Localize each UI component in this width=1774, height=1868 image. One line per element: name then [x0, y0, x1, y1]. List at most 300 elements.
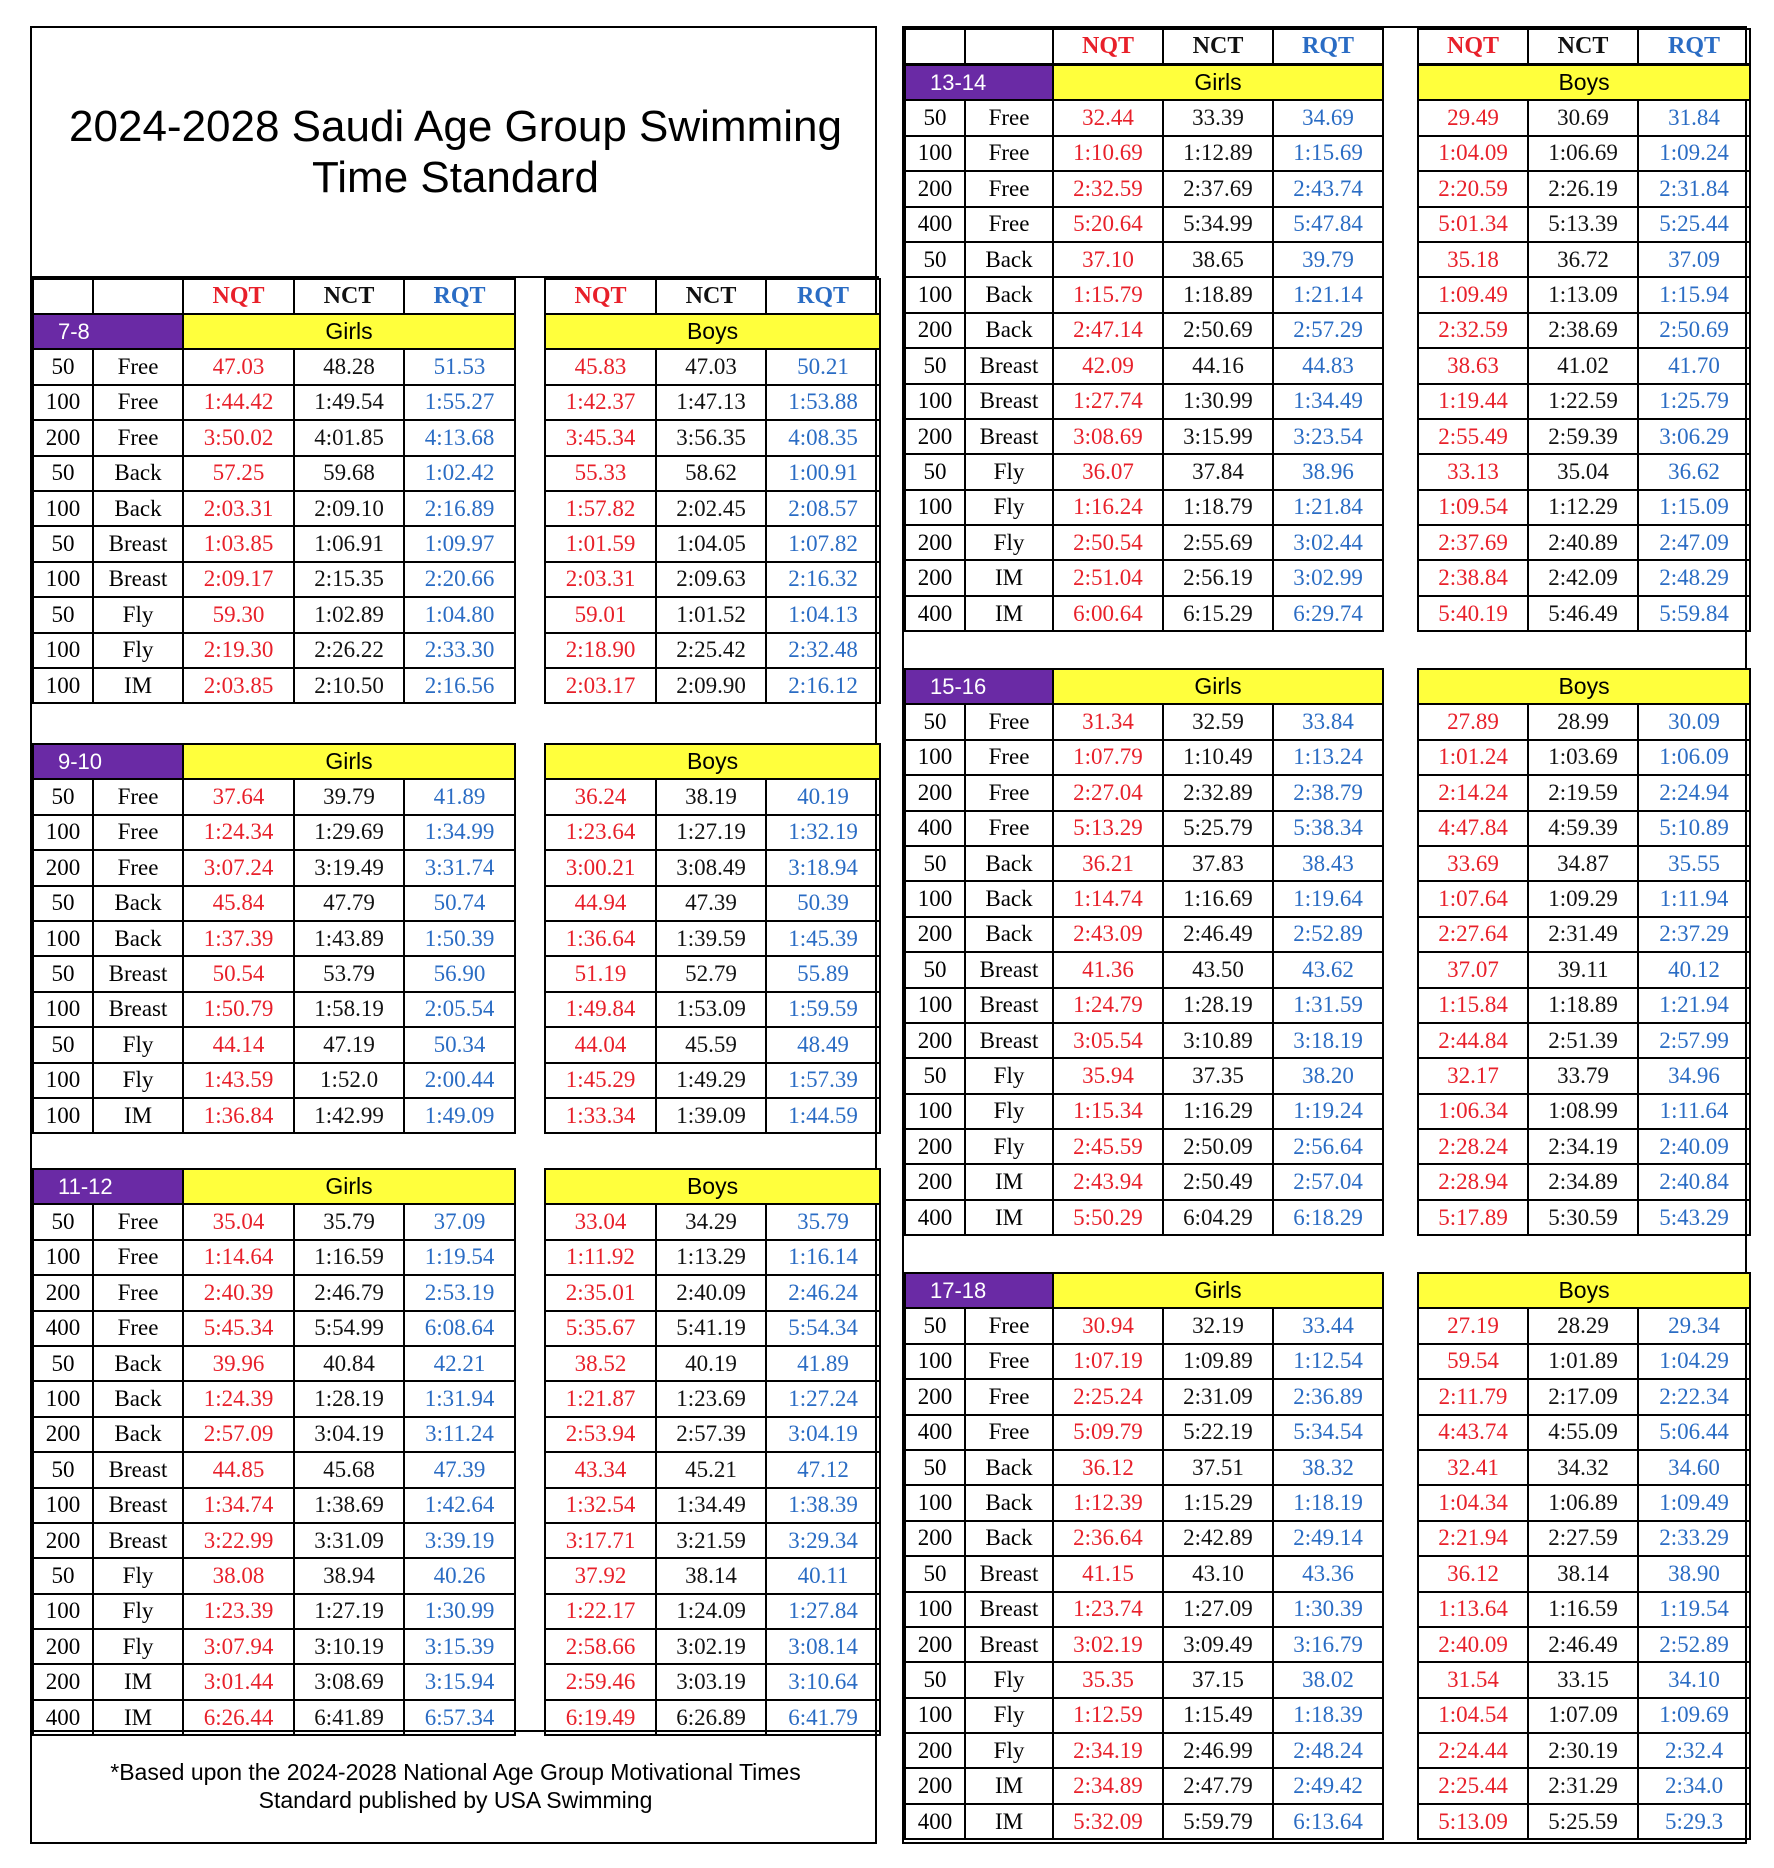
girls-rqt-time: 37.09 — [404, 1204, 515, 1239]
girls-nct-time: 1:09.89 — [1163, 1344, 1273, 1379]
boys-rqt-time: 34.10 — [1638, 1662, 1750, 1697]
boys-rqt-time: 2:32.4 — [1638, 1733, 1750, 1768]
boys-nqt-time: 32.17 — [1418, 1058, 1528, 1093]
boys-nct-time: 1:03.69 — [1528, 740, 1638, 775]
girls-rqt-time: 1:55.27 — [404, 385, 515, 420]
event-distance: 200 — [905, 171, 965, 206]
boys-rqt-time: 3:29.34 — [766, 1523, 880, 1558]
age-group-table-15-16 — [904, 668, 1751, 1236]
boys-header-rqt: RQT — [1638, 29, 1750, 64]
girls-rqt-time: 1:19.24 — [1273, 1094, 1383, 1129]
boys-nqt-time: 2:03.31 — [545, 562, 656, 597]
boys-rqt-time: 47.12 — [766, 1452, 880, 1487]
event-distance: 200 — [905, 560, 965, 595]
event-distance: 200 — [33, 1275, 93, 1310]
event-row — [905, 207, 1750, 242]
boys-nqt-time: 1:33.34 — [545, 1098, 656, 1133]
girls-header-nct: NCT — [294, 279, 404, 314]
girls-nqt-time: 5:20.64 — [1053, 207, 1163, 242]
boys-rqt-time: 3:10.64 — [766, 1664, 880, 1699]
girls-nqt-time: 1:03.85 — [183, 526, 294, 561]
boys-rqt-time: 1:09.24 — [1638, 136, 1750, 171]
girls-rqt-time: 2:49.42 — [1273, 1768, 1383, 1803]
event-distance: 100 — [905, 1344, 965, 1379]
boys-nqt-time: 2:53.94 — [545, 1417, 656, 1452]
event-row — [33, 526, 880, 561]
event-stroke: Free — [93, 1204, 183, 1239]
column-gap — [515, 815, 545, 850]
boys-nct-time: 2:02.45 — [656, 491, 766, 526]
boys-nct-time: 2:09.63 — [656, 562, 766, 597]
girls-nqt-time: 1:07.79 — [1053, 740, 1163, 775]
column-header-row — [904, 28, 1751, 65]
boys-rqt-time: 5:06.44 — [1638, 1415, 1750, 1450]
event-row — [33, 1594, 880, 1629]
boys-nct-time: 3:03.19 — [656, 1664, 766, 1699]
age-group-table-7-8 — [32, 313, 881, 704]
girls-nqt-time: 1:16.24 — [1053, 490, 1163, 525]
boys-nqt-time: 31.54 — [1418, 1662, 1528, 1697]
boys-nct-time: 5:13.39 — [1528, 207, 1638, 242]
event-stroke: Back — [965, 846, 1053, 881]
boys-nqt-time: 1:09.54 — [1418, 490, 1528, 525]
event-row — [33, 1452, 880, 1487]
event-row — [905, 1627, 1750, 1662]
boys-nct-time: 39.11 — [1528, 952, 1638, 987]
girls-nct-time: 3:08.69 — [294, 1664, 404, 1699]
girls-header-nqt: NQT — [1053, 29, 1163, 64]
girls-rqt-time: 56.90 — [404, 956, 515, 991]
boys-nct-time: 28.29 — [1528, 1308, 1638, 1343]
header-blank — [93, 279, 183, 314]
boys-nct-time: 47.03 — [656, 349, 766, 384]
event-row — [905, 1592, 1750, 1627]
girls-nct-time: 33.39 — [1163, 100, 1273, 135]
boys-nqt-time: 1:22.17 — [545, 1594, 656, 1629]
event-distance: 200 — [33, 1664, 93, 1699]
girls-rqt-time: 1:49.09 — [404, 1098, 515, 1133]
girls-nct-time: 37.83 — [1163, 846, 1273, 881]
girls-rqt-time: 3:02.99 — [1273, 560, 1383, 595]
girls-rqt-time: 1:34.99 — [404, 815, 515, 850]
event-distance: 200 — [905, 525, 965, 560]
girls-rqt-time: 43.62 — [1273, 952, 1383, 987]
event-stroke: Fly — [93, 1594, 183, 1629]
event-stroke: Free — [965, 811, 1053, 846]
girls-nqt-time: 2:34.89 — [1053, 1768, 1163, 1803]
boys-nqt-time: 5:01.34 — [1418, 207, 1528, 242]
column-gap — [515, 385, 545, 420]
boys-nqt-time: 2:28.94 — [1418, 1164, 1528, 1199]
girls-nqt-time: 35.35 — [1053, 1662, 1163, 1697]
boys-nqt-time: 1:04.54 — [1418, 1698, 1528, 1733]
girls-nqt-time: 1:10.69 — [1053, 136, 1163, 171]
event-stroke: Back — [93, 456, 183, 491]
boys-header-nct: NCT — [656, 279, 766, 314]
event-row — [905, 1556, 1750, 1591]
event-distance: 100 — [33, 921, 93, 956]
boys-nct-time: 2:09.90 — [656, 668, 766, 703]
event-stroke: Breast — [965, 419, 1053, 454]
girls-nqt-time: 2:27.04 — [1053, 775, 1163, 810]
event-row — [33, 633, 880, 668]
event-row — [33, 779, 880, 814]
event-stroke: IM — [965, 1768, 1053, 1803]
event-stroke: Breast — [965, 1556, 1053, 1591]
event-distance: 200 — [905, 1627, 965, 1662]
event-distance: 50 — [905, 1450, 965, 1485]
boys-rqt-time: 1:06.09 — [1638, 740, 1750, 775]
girls-nqt-time: 2:43.94 — [1053, 1164, 1163, 1199]
boys-nct-time: 38.14 — [1528, 1556, 1638, 1591]
boys-nct-time: 1:08.99 — [1528, 1094, 1638, 1129]
girls-header-rqt: RQT — [1273, 29, 1383, 64]
girls-header-nqt: NQT — [183, 279, 294, 314]
girls-nct-time: 59.68 — [294, 456, 404, 491]
girls-rqt-time: 1:04.80 — [404, 597, 515, 632]
girls-nct-time: 1:52.0 — [294, 1063, 404, 1098]
column-gap — [515, 279, 545, 314]
boys-nqt-time: 43.34 — [545, 1452, 656, 1487]
event-distance: 50 — [33, 1558, 93, 1593]
girls-nct-time: 38.65 — [1163, 242, 1273, 277]
event-distance: 200 — [905, 1733, 965, 1768]
column-gap — [515, 1240, 545, 1275]
boys-nqt-time: 36.12 — [1418, 1556, 1528, 1591]
event-distance: 100 — [33, 1240, 93, 1275]
event-distance: 50 — [33, 456, 93, 491]
girls-nct-time: 1:12.89 — [1163, 136, 1273, 171]
girls-nqt-time: 59.30 — [183, 597, 294, 632]
girls-nct-time: 44.16 — [1163, 348, 1273, 383]
event-row — [33, 668, 880, 703]
boys-nct-time: 36.72 — [1528, 242, 1638, 277]
girls-nqt-time: 41.36 — [1053, 952, 1163, 987]
boys-header-nqt: NQT — [545, 279, 656, 314]
boys-nct-time: 45.59 — [656, 1027, 766, 1062]
event-distance: 100 — [905, 988, 965, 1023]
girls-rqt-time: 6:29.74 — [1273, 596, 1383, 631]
event-distance: 100 — [33, 815, 93, 850]
girls-rqt-time: 50.74 — [404, 886, 515, 921]
event-distance: 400 — [905, 811, 965, 846]
boys-nqt-time: 5:17.89 — [1418, 1200, 1528, 1235]
girls-nct-time: 2:15.35 — [294, 562, 404, 597]
event-stroke: Free — [965, 1415, 1053, 1450]
girls-nqt-time: 1:34.74 — [183, 1488, 294, 1523]
girls-rqt-time: 1:31.94 — [404, 1381, 515, 1416]
column-gap — [515, 526, 545, 561]
event-row — [33, 491, 880, 526]
girls-nct-time: 48.28 — [294, 349, 404, 384]
event-row — [33, 1488, 880, 1523]
column-gap — [515, 1204, 545, 1239]
boys-nqt-time: 2:58.66 — [545, 1629, 656, 1664]
event-row — [905, 704, 1750, 739]
girls-nqt-time: 1:27.74 — [1053, 384, 1163, 419]
header-blank — [965, 29, 1053, 64]
girls-rqt-time: 1:21.14 — [1273, 277, 1383, 312]
girls-rqt-time: 1:30.39 — [1273, 1592, 1383, 1627]
boys-nqt-time: 33.04 — [545, 1204, 656, 1239]
girls-nqt-time: 2:45.59 — [1053, 1129, 1163, 1164]
boys-nct-time: 5:30.59 — [1528, 1200, 1638, 1235]
event-distance: 50 — [905, 1662, 965, 1697]
event-distance: 100 — [33, 1594, 93, 1629]
column-gap — [1383, 171, 1418, 206]
girls-nqt-time: 6:00.64 — [1053, 596, 1163, 631]
boys-nqt-time: 1:21.87 — [545, 1381, 656, 1416]
event-distance: 200 — [905, 313, 965, 348]
column-gap — [1383, 917, 1418, 952]
event-row — [33, 1664, 880, 1699]
column-gap — [1383, 1485, 1418, 1520]
event-row — [905, 242, 1750, 277]
girls-rqt-time: 42.21 — [404, 1346, 515, 1381]
girls-nct-time: 37.15 — [1163, 1662, 1273, 1697]
event-stroke: Back — [965, 881, 1053, 916]
event-row — [905, 1023, 1750, 1058]
column-gap — [1383, 1308, 1418, 1343]
boys-nqt-time: 2:25.44 — [1418, 1768, 1528, 1803]
girls-rqt-time: 3:15.39 — [404, 1629, 515, 1664]
girls-nct-time: 3:09.49 — [1163, 1627, 1273, 1662]
boys-nct-time: 4:59.39 — [1528, 811, 1638, 846]
girls-nct-time: 2:32.89 — [1163, 775, 1273, 810]
event-stroke: Fly — [965, 1058, 1053, 1093]
girls-label: Girls — [183, 1169, 515, 1204]
page-title — [32, 28, 879, 278]
boys-rqt-time: 5:43.29 — [1638, 1200, 1750, 1235]
boys-nqt-time: 2:55.49 — [1418, 419, 1528, 454]
event-stroke: Fly — [965, 1698, 1053, 1733]
girls-nqt-time: 1:15.79 — [1053, 277, 1163, 312]
girls-nqt-time: 36.21 — [1053, 846, 1163, 881]
event-distance: 200 — [905, 1768, 965, 1803]
boys-nqt-time: 2:59.46 — [545, 1664, 656, 1699]
event-stroke: Free — [93, 1311, 183, 1346]
event-stroke: Free — [965, 740, 1053, 775]
column-gap — [1383, 988, 1418, 1023]
boys-nqt-time: 1:19.44 — [1418, 384, 1528, 419]
boys-rqt-time: 4:08.35 — [766, 420, 880, 455]
event-distance: 50 — [33, 956, 93, 991]
event-stroke: Breast — [965, 384, 1053, 419]
girls-nct-time: 1:15.29 — [1163, 1485, 1273, 1520]
boys-rqt-time: 1:44.59 — [766, 1098, 880, 1133]
girls-rqt-time: 41.89 — [404, 779, 515, 814]
event-row — [905, 1485, 1750, 1520]
girls-nqt-time: 32.44 — [1053, 100, 1163, 135]
boys-header-rqt: RQT — [766, 279, 880, 314]
girls-nct-time: 5:25.79 — [1163, 811, 1273, 846]
girls-nqt-time: 3:07.24 — [183, 850, 294, 885]
event-stroke: Free — [93, 1275, 183, 1310]
event-row — [33, 420, 880, 455]
event-stroke: Breast — [93, 526, 183, 561]
boys-rqt-time: 1:11.64 — [1638, 1094, 1750, 1129]
boys-nct-time: 5:46.49 — [1528, 596, 1638, 631]
event-stroke: Breast — [965, 952, 1053, 987]
column-gap — [1383, 1129, 1418, 1164]
girls-nqt-time: 1:12.59 — [1053, 1698, 1163, 1733]
girls-nct-time: 3:10.89 — [1163, 1023, 1273, 1058]
boys-nct-time: 1:22.59 — [1528, 384, 1638, 419]
column-gap — [515, 1027, 545, 1062]
event-row — [905, 881, 1750, 916]
girls-nct-time: 1:06.91 — [294, 526, 404, 561]
boys-nqt-time: 45.83 — [545, 349, 656, 384]
boys-rqt-time: 1:32.19 — [766, 815, 880, 850]
girls-nct-time: 4:01.85 — [294, 420, 404, 455]
event-distance: 50 — [33, 1027, 93, 1062]
event-row — [905, 1200, 1750, 1235]
event-distance: 100 — [33, 1488, 93, 1523]
event-stroke: IM — [965, 560, 1053, 595]
girls-nct-time: 2:31.09 — [1163, 1379, 1273, 1414]
event-distance: 400 — [905, 1804, 965, 1839]
boys-nqt-time: 2:44.84 — [1418, 1023, 1528, 1058]
column-gap — [1383, 277, 1418, 312]
girls-nct-time: 1:29.69 — [294, 815, 404, 850]
girls-nqt-time: 2:25.24 — [1053, 1379, 1163, 1414]
column-gap — [515, 1311, 545, 1346]
boys-nqt-time: 32.41 — [1418, 1450, 1528, 1485]
column-gap — [1383, 1415, 1418, 1450]
event-row — [905, 1308, 1750, 1343]
boys-nct-time: 1:39.09 — [656, 1098, 766, 1133]
girls-nqt-time: 41.15 — [1053, 1556, 1163, 1591]
event-row — [905, 1164, 1750, 1199]
event-distance: 100 — [33, 385, 93, 420]
event-row — [33, 597, 880, 632]
boys-nct-time: 2:17.09 — [1528, 1379, 1638, 1414]
girls-nct-time: 2:37.69 — [1163, 171, 1273, 206]
event-stroke: Fly — [965, 1662, 1053, 1697]
event-stroke: Back — [965, 242, 1053, 277]
event-distance: 50 — [905, 952, 965, 987]
boys-nqt-time: 33.13 — [1418, 454, 1528, 489]
boys-label: Boys — [1418, 1273, 1750, 1308]
column-gap — [1383, 1200, 1418, 1235]
girls-rqt-time: 1:15.69 — [1273, 136, 1383, 171]
girls-nct-time: 2:55.69 — [1163, 525, 1273, 560]
boys-nct-time: 33.79 — [1528, 1058, 1638, 1093]
boys-rqt-time: 2:16.32 — [766, 562, 880, 597]
column-gap — [1383, 846, 1418, 881]
column-gap — [1383, 704, 1418, 739]
column-gap — [515, 1452, 545, 1487]
age-group-label: 9-10 — [33, 744, 183, 779]
girls-nct-time: 1:28.19 — [1163, 988, 1273, 1023]
event-distance: 200 — [33, 1523, 93, 1558]
boys-rqt-time: 1:09.69 — [1638, 1698, 1750, 1733]
boys-rqt-time: 1:04.13 — [766, 597, 880, 632]
girls-nqt-time: 2:43.09 — [1053, 917, 1163, 952]
boys-nqt-time: 38.63 — [1418, 348, 1528, 383]
boys-rqt-time: 40.11 — [766, 1558, 880, 1593]
event-stroke: IM — [93, 1700, 183, 1735]
boys-rqt-time: 1:57.39 — [766, 1063, 880, 1098]
age-group-table-13-14 — [904, 64, 1751, 632]
girls-nct-time: 1:42.99 — [294, 1098, 404, 1133]
event-distance: 100 — [905, 740, 965, 775]
girls-nct-time: 38.94 — [294, 1558, 404, 1593]
event-stroke: Fly — [93, 1558, 183, 1593]
event-distance: 100 — [33, 1098, 93, 1133]
girls-nct-time: 40.84 — [294, 1346, 404, 1381]
girls-nct-time: 1:38.69 — [294, 1488, 404, 1523]
boys-nqt-time: 2:40.09 — [1418, 1627, 1528, 1662]
girls-rqt-time: 3:16.79 — [1273, 1627, 1383, 1662]
column-gap — [1383, 881, 1418, 916]
column-gap — [1383, 1662, 1418, 1697]
boys-nqt-time: 2:18.90 — [545, 633, 656, 668]
boys-nqt-time: 59.01 — [545, 597, 656, 632]
column-gap — [515, 1381, 545, 1416]
girls-nct-time: 5:59.79 — [1163, 1804, 1273, 1839]
event-distance: 400 — [33, 1700, 93, 1735]
girls-rqt-time: 1:19.64 — [1273, 881, 1383, 916]
event-row — [905, 490, 1750, 525]
boys-nqt-time: 2:20.59 — [1418, 171, 1528, 206]
boys-label: Boys — [545, 314, 880, 349]
girls-rqt-time: 1:18.19 — [1273, 1485, 1383, 1520]
girls-nct-time: 1:15.49 — [1163, 1698, 1273, 1733]
boys-header-nct: NCT — [1528, 29, 1638, 64]
event-row — [33, 1027, 880, 1062]
column-gap — [515, 1169, 545, 1204]
boys-nqt-time: 2:27.64 — [1418, 917, 1528, 952]
event-row — [905, 100, 1750, 135]
boys-nct-time: 38.14 — [656, 1558, 766, 1593]
event-row — [33, 1558, 880, 1593]
event-stroke: Breast — [93, 992, 183, 1027]
boys-nqt-time: 5:40.19 — [1418, 596, 1528, 631]
event-stroke: Free — [965, 136, 1053, 171]
boys-nqt-time: 3:00.21 — [545, 850, 656, 885]
event-stroke: Fly — [965, 454, 1053, 489]
girls-rqt-time: 1:34.49 — [1273, 384, 1383, 419]
column-gap — [1383, 1733, 1418, 1768]
boys-nqt-time: 1:32.54 — [545, 1488, 656, 1523]
event-distance: 50 — [905, 1308, 965, 1343]
girls-nct-time: 32.59 — [1163, 704, 1273, 739]
event-stroke: Back — [965, 1521, 1053, 1556]
column-gap — [1383, 811, 1418, 846]
girls-nqt-time: 45.84 — [183, 886, 294, 921]
column-gap — [1383, 952, 1418, 987]
event-stroke: IM — [93, 1098, 183, 1133]
event-row — [905, 1094, 1750, 1129]
event-stroke: Breast — [93, 1523, 183, 1558]
girls-nqt-time: 6:26.44 — [183, 1700, 294, 1735]
event-distance: 400 — [33, 1311, 93, 1346]
boys-rqt-time: 2:47.09 — [1638, 525, 1750, 560]
girls-nqt-time: 1:14.64 — [183, 1240, 294, 1275]
event-row — [33, 385, 880, 420]
event-row — [905, 313, 1750, 348]
event-row — [905, 952, 1750, 987]
girls-nqt-time: 1:23.74 — [1053, 1592, 1163, 1627]
girls-nct-time: 47.79 — [294, 886, 404, 921]
event-distance: 200 — [905, 1023, 965, 1058]
boys-nct-time: 1:07.09 — [1528, 1698, 1638, 1733]
boys-nct-time: 34.87 — [1528, 846, 1638, 881]
column-gap — [515, 1594, 545, 1629]
girls-nct-time: 37.51 — [1163, 1450, 1273, 1485]
event-distance: 200 — [905, 1129, 965, 1164]
